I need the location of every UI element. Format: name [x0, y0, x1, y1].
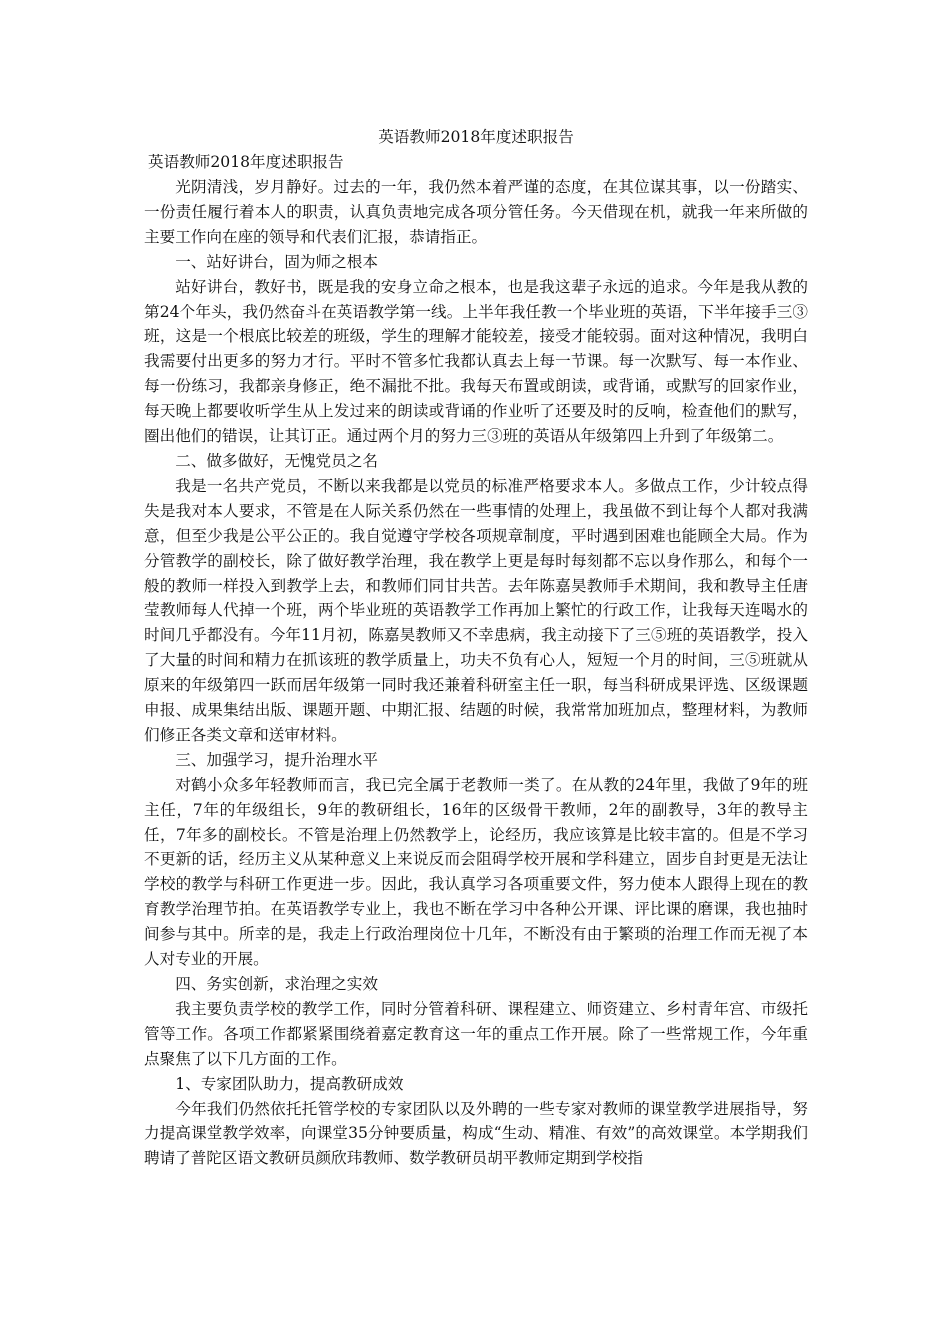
subsection-1-heading: 1、专家团队助力，提高教研成效 [175, 1074, 404, 1093]
document-subtitle: 英语教师2018年度述职报告 [148, 153, 344, 171]
section-3-paragraph: 对鹤小众多年轻教师而言，我已完全属于老教师一类了。在从教的24年里，我做了9年的班主任，7年的年级组长，9年的教研组长，16年的区级骨干教师，2年的副教导，3年的教导主任，7年多的副校长。不管是治理上仍然教学上，论经历，我应该算是比较丰富的。但是不学习不更新的话，经历主义从某种意义上来说反而会阻碍学校开展和学科建立，固步自封更是无法让学校的教学与科研工作更进一步。因此，我认真学习各项重要文件，努力使本人跟得上现在的教育教学治理节拍。在英语教学专业上，我也不断在学习中各种公开课、评比课的磨课，我也抽时间参与其中。所幸的是，我走上行政治理岗位十几年，不断没有由于繁琐的治理工作而无视了本人对专业的开展。 [144, 775, 808, 969]
section-4-heading: 四、务实创新，求治理之实效 [175, 975, 378, 993]
section-4-paragraph: 我主要负责学校的教学工作，同时分管着科研、课程建立、师资建立、乡村青年宫、市级托管等工作。各项工作都紧紧围绕着嘉定教育这一年的重点工作开展。除了一些常规工作，今年重点聚焦了以下几方面的工作。 [144, 999, 808, 1068]
subsection-1-paragraph: 今年我们仍然依托托管学校的专家团队以及外聘的一些专家对教师的课堂教学进展指导，努力提高课堂教学效率，向课堂35分钟要质量，构成“生动、精准、有效”的高效课堂。本学期我们聘请了普陀区语文教研员颜欣玮教师、数学教研员胡平教师定期到学校指 [144, 1099, 808, 1168]
intro-paragraph: 光阴清浅，岁月静好。过去的一年，我仍然本着严谨的态度，在其位谋其事，以一份踏实、一份责任履行着本人的职责，认真负责地完成各项分管任务。今天借现在机，就我一年来所做的主要工作向在座的领导和代表们汇报，恭请指正。 [144, 178, 808, 246]
section-3-heading: 三、加强学习，提升治理水平 [175, 750, 378, 769]
section-2-paragraph: 我是一名共产党员，不断以来我都是以党员的标准严格要求本人。多做点工作，少计较点得失是我对本人要求，不管是在人际关系仍然在一些事情的处理上，我虽做不到让每个人都对我满意，但至少我是公平公正的。我自觉遵守学校各项规章制度，平时遇到困难也能顾全大局。作为分管教学的副校长，除了做好教学治理，我在教学上更是每时每刻都不忘以身作那么，和每个一般的教师一样投入到教学上去，和教师们同甘共苦。去年陈嘉昊教师手术期间，我和教导主任唐莹教师每人代掉一个班，两个毕业班的英语教学工作再加上繁忙的行政工作，让我每天连喝水的时间几乎都没有。今年11月初，陈嘉昊教师又不幸患病，我主动接下了三⑤班的英语教学，投入了大量的时间和精力在抓该班的教学质量上，功夫不负有心人，短短一个月的时间，三⑤班就从原来的年级第四一跃而居年级第一同时我还兼着科研室主任一职，每当科研成果评选、区级课题申报、成果集结出版、课题开题、中期汇报、结题的时候，我常常加班加点，整理材料，为教师们修正各类文章和送审材料。 [144, 476, 808, 744]
section-2-heading: 二、做多做好，无愧党员之名 [175, 451, 378, 470]
document-title: 英语教师2018年度述职报告 [378, 128, 574, 146]
section-1-paragraph: 站好讲台，教好书，既是我的安身立命之根本，也是我这辈子永远的追求。今年是我从教的第24个年头，我仍然奋斗在英语教学第一线。上半年我任教一个毕业班的英语，下半年接手三③班，这是一个根底比较差的班级，学生的理解才能较差，接受才能较弱。面对这种情况，我明白我需要付出更多的努力才行。平时不管多忙我都认真去上每一节课。每一次默写、每一本作业、每一份练习，我都亲身修正，绝不漏批不批。我每天布置或朗读，或背诵，或默写的回家作业，每天晚上都要收听学生从上发过来的朗读或背诵的作业听了还要及时的反响，检查他们的默写，圈出他们的错误，让其订正。通过两个月的努力三③班的英语从年级第四上升到了年级第二。 [144, 277, 808, 446]
document-body [144, 125, 808, 1171]
section-1-heading: 一、站好讲台，固为师之根本 [175, 252, 378, 271]
